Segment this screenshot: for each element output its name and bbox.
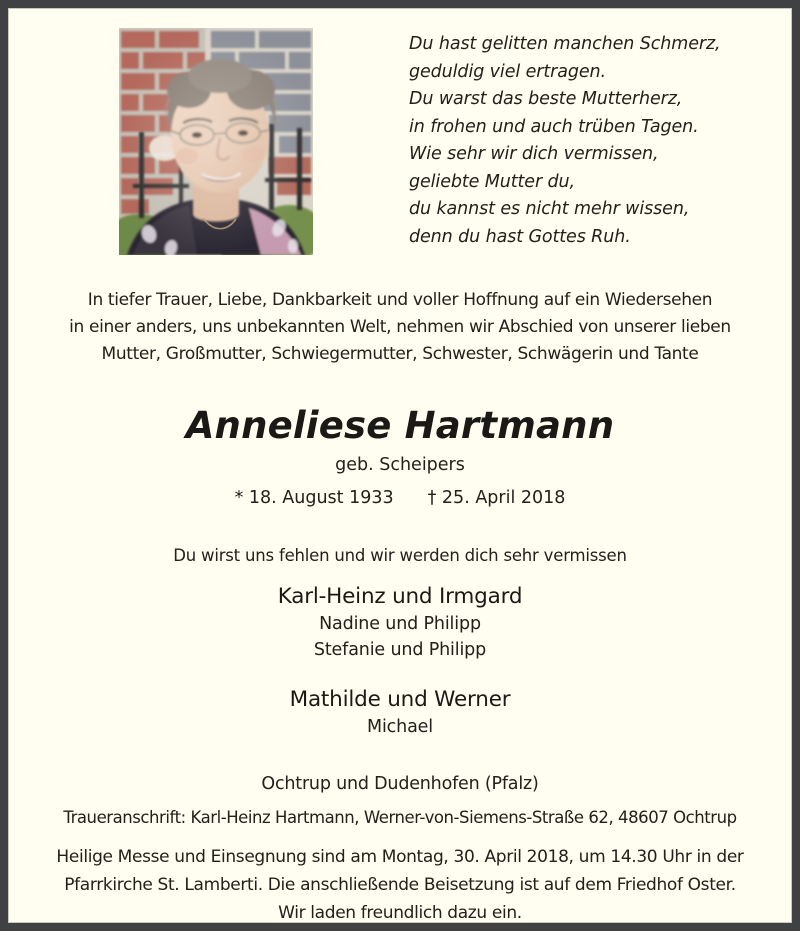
- mourner-secondary-name: Michael: [367, 717, 433, 737]
- portrait-illustration: [119, 28, 313, 255]
- verse-line: Du hast gelitten manchen Schmerz,: [409, 34, 721, 54]
- portrait-photo: [119, 28, 313, 255]
- verse-line: geliebte Mutter du,: [409, 171, 575, 192]
- place-line: Ochtrup und Dudenhofen (Pfalz): [261, 774, 539, 794]
- verse-line: Du warst das beste Mutterherz,: [409, 89, 683, 109]
- memorial-verse: [409, 31, 781, 251]
- mourner-secondary-name: Nadine und Philipp: [319, 614, 481, 634]
- mourner-group: [9, 582, 791, 663]
- verse-line: denn du hast Gottes Ruh.: [409, 226, 631, 247]
- service-line: Heilige Messe und Einsegnung sind am Montag, 30. April 2018, um 14.30 Uhr in der: [56, 847, 744, 867]
- mourning-introduction: [9, 287, 791, 368]
- notice-footer: [9, 771, 791, 923]
- mourner-secondary-name: Stefanie und Philipp: [313, 640, 487, 660]
- verse-line: geduldig viel ertragen.: [409, 61, 606, 82]
- obituary-notice-body: [8, 8, 792, 923]
- mourner-primary-name: Karl-Heinz und Irmgard: [277, 584, 523, 609]
- verse-line: Wie sehr wir dich vermissen,: [409, 144, 659, 164]
- farewell-message: Du wirst uns fehlen und wir werden dich sehr vermissen: [173, 546, 627, 565]
- intro-line: Mutter, Großmutter, Schwiegermutter, Schwester, Schwägerin und Tante: [101, 344, 699, 364]
- birth-date: * 18. August 1933: [234, 488, 394, 508]
- mourner-primary-name: Mathilde und Werner: [289, 687, 511, 712]
- funeral-service-details: [9, 843, 791, 923]
- deceased-name: Anneliese Hartmann: [185, 404, 615, 447]
- maiden-name: geb. Scheipers: [335, 455, 465, 475]
- verse-line: in frohen und auch trüben Tagen.: [409, 116, 699, 137]
- mourner-group: [9, 685, 791, 740]
- service-line: Pfarrkirche St. Lamberti. Die anschließende Beisetzung ist auf dem Friedhof Oster.: [64, 875, 736, 895]
- condolence-address: Traueranschrift: Karl-Heinz Hartmann, Werner-von-Siemens-Straße 62, 48607 Ochtrup: [63, 808, 737, 827]
- notice-header-area: [9, 9, 791, 261]
- mourners-block: [9, 544, 791, 740]
- service-line: Wir laden freundlich dazu ein.: [278, 903, 522, 923]
- death-date: † 25. April 2018: [427, 488, 566, 508]
- intro-line: In tiefer Trauer, Liebe, Dankbarkeit und voller Hoffnung auf ein Wiedersehen: [87, 290, 713, 310]
- verse-line: du kannst es nicht mehr wissen,: [409, 199, 690, 219]
- life-dates: [9, 486, 791, 510]
- deceased-name-block: [9, 404, 791, 510]
- intro-line: in einer anders, uns unbekannten Welt, nehmen wir Abschied von unserer lieben: [69, 317, 731, 337]
